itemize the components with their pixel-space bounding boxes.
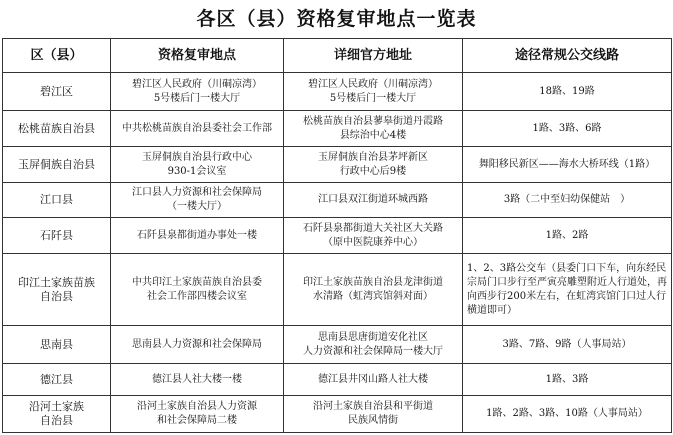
table-row <box>3 111 672 147</box>
cell-bus: 3路、7路、9路（人事局站） <box>463 326 672 364</box>
header-county: 区（县） <box>3 39 111 73</box>
table-row <box>3 183 672 218</box>
cell-bus: 1路、2路、3路、10路（人事局站） <box>463 396 672 433</box>
cell-bus: 18路、19路 <box>463 73 672 111</box>
cell-county: 江口县 <box>3 183 111 218</box>
cell-address: 玉屏侗族自治县茅坪新区 行政中心后9楼 <box>284 147 463 183</box>
cell-address: 石阡县泉都街道大关社区大关路 （原中医院康养中心） <box>284 218 463 254</box>
cell-site: 中共印江土家族苗族自治县委 社会工作部四楼会议室 <box>111 254 284 326</box>
cell-county: 石阡县 <box>3 218 111 254</box>
cell-bus: 舞阳移民新区——海水大桥环线（1路） <box>463 147 672 183</box>
table-row <box>3 326 672 364</box>
cell-address: 德江县井冈山路人社大楼 <box>284 364 463 396</box>
cell-address: 松桃苗族自治县蓼皋街道丹霞路 县综治中心4楼 <box>284 111 463 147</box>
cell-site: 石阡县泉都街道办事处一楼 <box>111 218 284 254</box>
table-row <box>3 218 672 254</box>
cell-county: 松桃苗族自治县 <box>3 111 111 147</box>
cell-address: 印江土家族苗族自治县龙津街道 水清路（虹湾宾馆斜对面） <box>284 254 463 326</box>
cell-address: 碧江区人民政府（川硐凉湾） 5号楼后门一楼大厅 <box>284 73 463 111</box>
cell-site: 沿河土家族自治县人力资源 和社会保障局二楼 <box>111 396 284 433</box>
review-sites-table <box>2 38 672 433</box>
cell-bus: 1路、2路 <box>463 218 672 254</box>
table-row <box>3 147 672 183</box>
cell-county: 德江县 <box>3 364 111 396</box>
cell-bus: 1路、3路、6路 <box>463 111 672 147</box>
cell-county: 思南县 <box>3 326 111 364</box>
cell-address: 思南县思唐街道安化社区 人力资源和社会保障局一楼大厅 <box>284 326 463 364</box>
header-address: 详细官方地址 <box>284 39 463 73</box>
cell-site: 玉屏侗族自治县行政中心 930-1会议室 <box>111 147 284 183</box>
cell-bus: 3路（二中至妇幼保健站 ） <box>463 183 672 218</box>
cell-county: 沿河土家族 自治县 <box>3 396 111 433</box>
cell-site: 思南县人力资源和社会保障局 <box>111 326 284 364</box>
cell-county: 玉屏侗族自治县 <box>3 147 111 183</box>
cell-site: 中共松桃苗族自治县委社会工作部 <box>111 111 284 147</box>
table-row <box>3 396 672 433</box>
cell-bus: 1、2、3路公交车（县委门口下车，向东经民宗局门口步行至严寅亮雕塑附近人行道处，再向西步行200米左右，在虹湾宾馆门口过人行横道即可） <box>463 254 672 326</box>
cell-bus: 1路、3路 <box>463 364 672 396</box>
header-site: 资格复审地点 <box>111 39 284 73</box>
header-bus: 途径常规公交线路 <box>463 39 672 73</box>
cell-site: 德江县人社大楼一楼 <box>111 364 284 396</box>
cell-site: 碧江区人民政府（川硐凉湾） 5号楼后门一楼大厅 <box>111 73 284 111</box>
table-row <box>3 73 672 111</box>
cell-county: 印江土家族苗族 自治县 <box>3 254 111 326</box>
cell-address: 沿河土家族自治县和平街道 民族风情街 <box>284 396 463 433</box>
page-title: 各区（县）资格复审地点一览表 <box>196 8 477 30</box>
table-row <box>3 254 672 326</box>
cell-site: 江口县人力资源和社会保障局 （一楼大厅） <box>111 183 284 218</box>
cell-address: 江口县双江街道环城西路 <box>284 183 463 218</box>
cell-county: 碧江区 <box>3 73 111 111</box>
table-header-row <box>3 39 672 73</box>
table-row <box>3 364 672 396</box>
